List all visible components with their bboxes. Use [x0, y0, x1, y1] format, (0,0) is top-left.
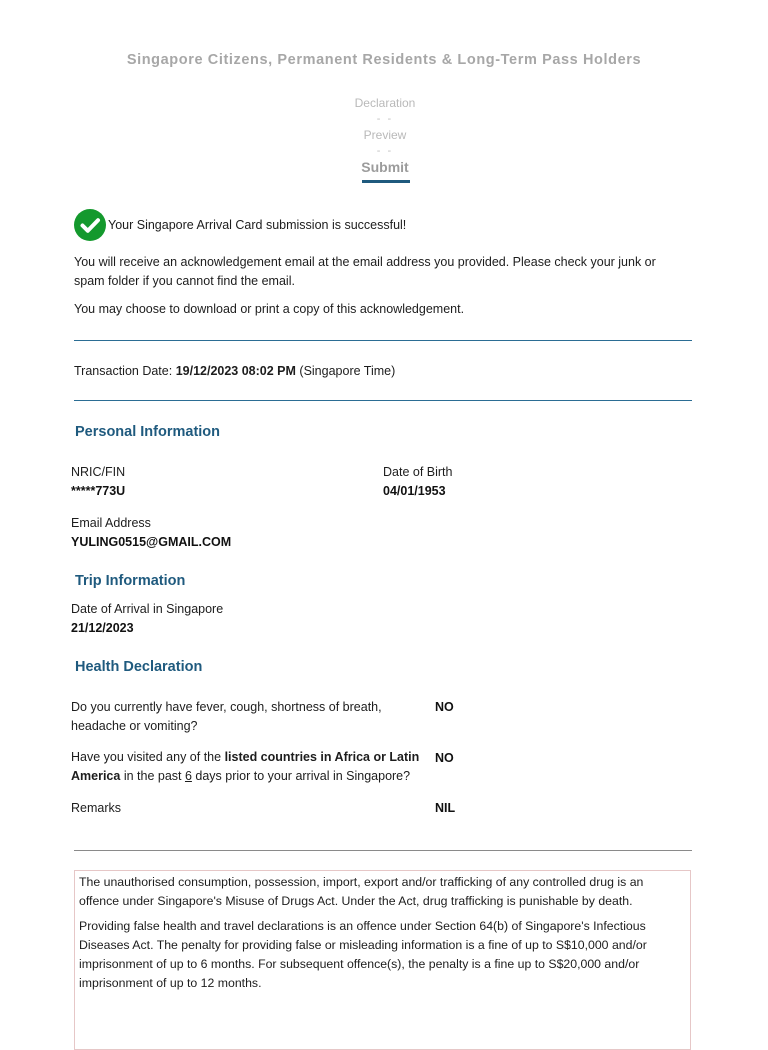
question-text: Have you visited any of the [71, 750, 225, 764]
transaction-date [74, 362, 395, 381]
question-text: days prior to your arrival in Singapore? [191, 769, 411, 783]
email-label: Email Address [71, 516, 151, 530]
dob-value: 04/01/1953 [383, 484, 446, 498]
remarks-value: NIL [435, 801, 456, 815]
step-preview: Preview [363, 128, 407, 142]
step-submit: Submit [361, 159, 409, 175]
email-value: YULING0515@GMAIL.COM [71, 535, 232, 549]
question-text: in the past [120, 769, 185, 783]
health-question-symptoms: Do you currently have fever, cough, shortness of breath, headache or vomiting? [71, 700, 382, 733]
drug-offence-notice: The unauthorised consumption, possession, import, export and/or trafficking of any controlled drug is an offence under Singapore's Misuse of Drugs Act. Under the Act, drug trafficking is punishable by death. [79, 875, 644, 908]
step-separator: - - [376, 113, 394, 125]
dob-label: Date of Birth [383, 465, 453, 479]
divider [74, 850, 692, 851]
health-question-travel [71, 748, 431, 786]
email-notice: You will receive an acknowledgement email at the email address you provided. Please check your junk or spam folder if you cannot find the email. [74, 255, 656, 288]
health-answer-symptoms: NO [435, 700, 454, 714]
nric-label: NRIC/FIN [71, 465, 126, 479]
arrival-date-value: 21/12/2023 [71, 621, 134, 635]
step-separator: - - [376, 145, 394, 157]
transaction-date-label: Transaction Date: [74, 364, 173, 378]
transaction-date-suffix: (Singapore Time) [299, 364, 396, 378]
divider [74, 340, 692, 341]
trip-information-heading: Trip Information [75, 573, 186, 589]
transaction-date-value: 19/12/2023 08:02 PM [175, 364, 296, 378]
download-notice: You may choose to download or print a copy of this acknowledgement. [74, 302, 465, 316]
false-declaration-notice: Providing false health and travel declarations is an offence under Section 64(b) of Singapore's Infectious Diseases Act. The penalty for providing false or misleading information is a fine of up to S$10,000 and/or imprisonment of up to 6 months. For subsequent offence(s), the penalty is a fine up to S$20,000 and/or imprisonment of up to 12 months. [79, 919, 647, 990]
step-declaration: Declaration [354, 96, 416, 110]
check-circle-icon [74, 209, 106, 241]
remarks-label: Remarks [71, 801, 122, 815]
page-title: Singapore Citizens, Permanent Residents & Long-Term Pass Holders [126, 52, 642, 68]
success-message: Your Singapore Arrival Card submission is successful! [108, 218, 407, 232]
days-count: 6 [184, 769, 192, 783]
legal-notice-box [74, 870, 691, 1050]
health-answer-travel: NO [435, 751, 454, 765]
arrival-date-label: Date of Arrival in Singapore [71, 602, 224, 616]
listed-countries-link: listed countries in Africa or Latin America [71, 750, 420, 783]
active-step-underline [362, 180, 410, 183]
nric-value: *****773U [71, 484, 126, 498]
divider [74, 400, 692, 401]
personal-information-heading: Personal Information [75, 424, 221, 440]
health-declaration-heading: Health Declaration [75, 659, 203, 675]
